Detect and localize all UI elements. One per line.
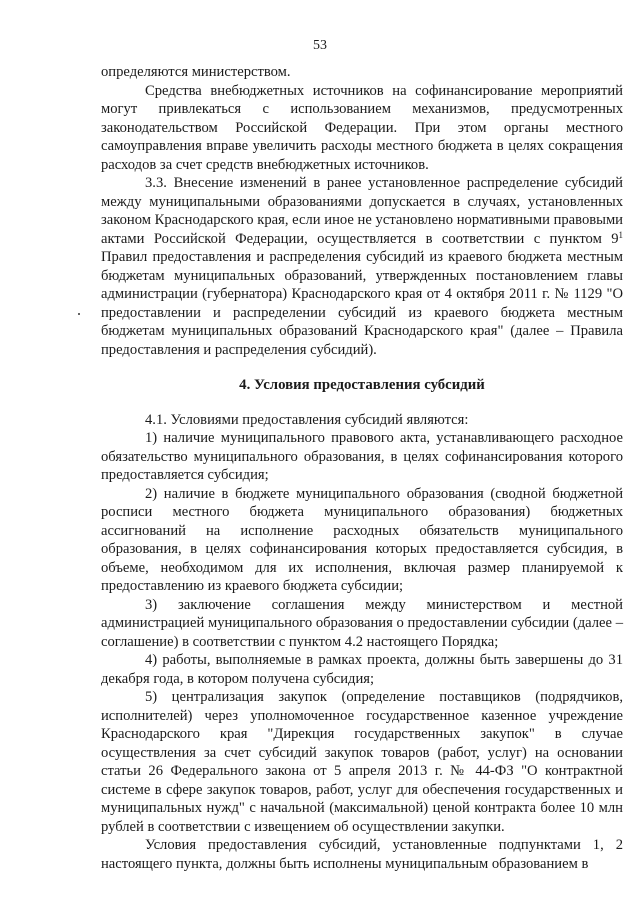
paragraph-3-3-text-start: 3.3. Внесение изменений в ранее установленное распределение субсидий между муниципальными образованиями допускается в случаях, установленных законом Краснодарского края, если иное не установлено нормативными правовыми актами Российской Федерации, осуществляется в соответствии с пунктом 9 (101, 175, 623, 247)
document-body (101, 63, 623, 873)
paragraph-extrabudgetary-sources: Средства внебюджетных источников на софинансирование мероприятий могут привлекаться с использованием механизмов, предусмотренных законодательством Российской Федерации. При этом органы местного самоуправления вправе увеличить расходы местного бюджета в целях сокращения расходов за счет средств внебюджетных источников. (101, 82, 623, 173)
section-heading: 4. Условия предоставления субсидий (239, 377, 485, 393)
paragraph-3-3 (101, 174, 623, 359)
page-number: 53 (313, 38, 327, 53)
footnote-superscript: 1 (618, 229, 623, 240)
paragraph-continuation: определяются министерством. (101, 64, 291, 80)
paragraph-4-1: 4.1. Условиями предоставления субсидий являются: (145, 411, 469, 428)
paragraph-3-3-text-end: Правил предоставления и распределения субсидий из краевого бюджета местным бюджетам муниципальных образований, утвержденных постановлением главы администрации (губернатора) Краснодарского края от 4 октября 2011 г. № 1129 "О предоставлении и распределении субсидий из краевого бюджета местным бюджетам муниципальных образований Краснодарского края" (далее – Правила предоставления и распределения субсидий). (101, 249, 623, 358)
paragraph-conditions-note: Условия предоставления субсидий, установленные подпунктами 1, 2 настоящего пункта, должны быть исполнены муниципальным образованием в (101, 837, 623, 872)
list-item-1: 1) наличие муниципального правового акта, устанавливающего расходное обязательство муниципального образования, в целях софинансирования которого предоставляется субсидия; (101, 430, 623, 483)
scan-artifact-dot (78, 313, 80, 315)
list-item-2: 2) наличие в бюджете муниципального образования (сводной бюджетной росписи местного бюджета муниципального образования) бюджетных ассигнований на исполнение расходных обязательств муниципального образования, в целях софинансирования которых предоставляется субсидия, в объеме, необходимом для их исполнения, включая размер планируемой к предоставлению из краевого бюджета субсидии; (101, 485, 623, 594)
list-item-5: 5) централизация закупок (определение поставщиков (подрядчиков, исполнителей) через уполномоченное государственное казенное учреждение Краснодарского края "Дирекция государственных закупок" в случае осуществления за счет субсидий закупок товаров (работ, услуг) на основании статьи 26 Федерального закона от 5 апреля 2013 г. № 44-ФЗ "О контрактной системе в сфере закупок товаров, работ, услуг для обеспечения государственных и муниципальных нужд" с начальной (максимальной) ценой контракта более 10 млн рублей в соответствии с извещением об осуществлении закупки. (101, 689, 623, 835)
list-item-4: 4) работы, выполняемые в рамках проекта, должны быть завершены до 31 декабря года, в котором получена субсидия; (101, 652, 623, 687)
list-item-3: 3) заключение соглашения между министерством и местной администрацией муниципального образования о предоставлении субсидии (далее – соглашение) в соответствии с пунктом 4.2 настоящего Порядка; (101, 596, 623, 650)
